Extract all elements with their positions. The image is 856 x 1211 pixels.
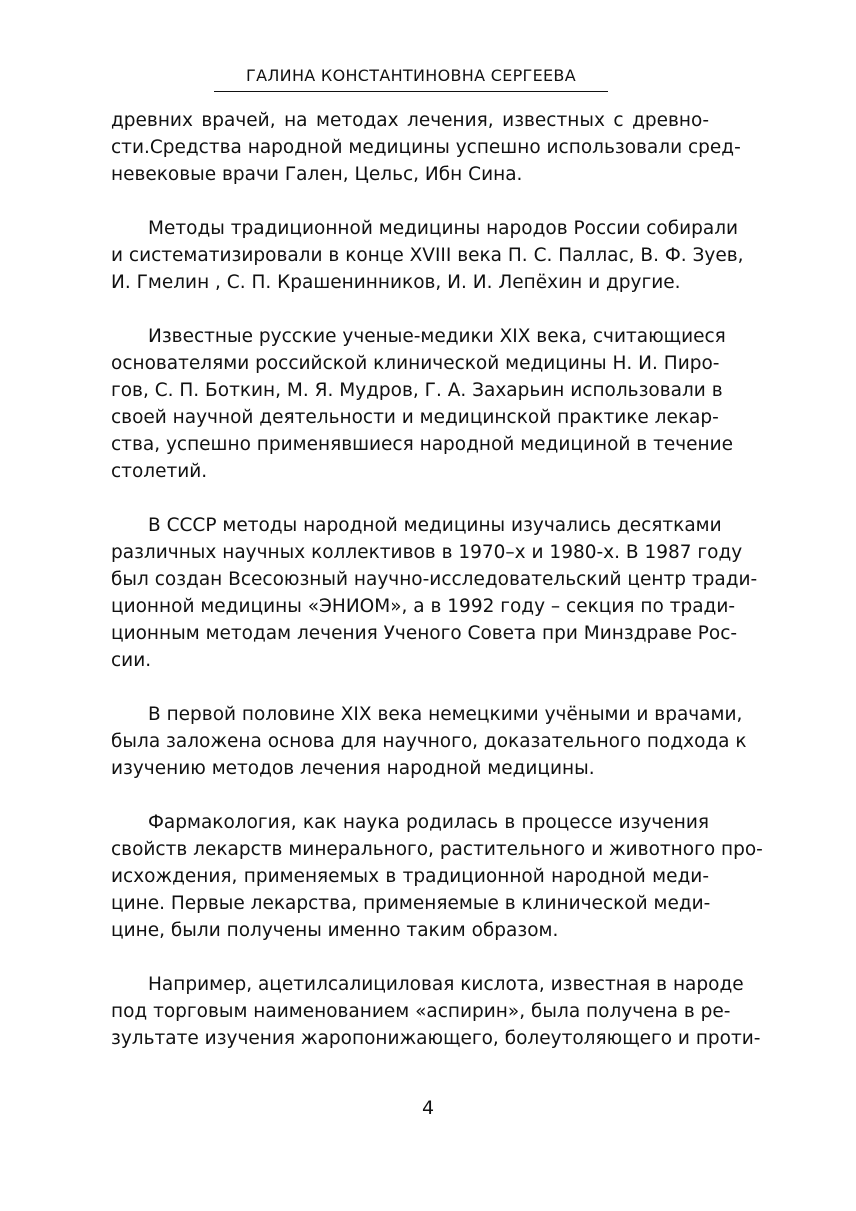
page-number: 4 [421, 1097, 435, 1119]
text-line: зультате изучения жаропонижающего, болеутоляющего и проти- [111, 1028, 761, 1049]
text-line: сии. [111, 650, 152, 671]
text-line: невековые врачи Гален, Цельс, Ибн Сина. [111, 164, 523, 185]
paragraph-3 [111, 323, 734, 485]
text-line: И. Гмелин , С. П. Крашенинников, И. И. Лепёхин и другие. [111, 272, 681, 293]
text-line: гов, С. П. Боткин, М. Я. Мудров, Г. А. Захарьин использовали в [111, 380, 723, 401]
paragraph-1 [111, 107, 741, 188]
text-line: был создан Всесоюзный научно-исследовательский центр тради- [111, 569, 758, 590]
running-header: ГАЛИНА КОНСТАНТИНОВНА СЕРГЕЕВА [246, 66, 576, 85]
text-line: цине. Первые лекарства, применяемые в клинической меди- [111, 893, 711, 914]
text-line: цине, были получены именно таким образом. [111, 920, 559, 941]
text-line: ства, успешно применявшиеся народной медициной в течение [111, 434, 734, 455]
header-rule [214, 91, 608, 92]
paragraph-7 [111, 971, 761, 1052]
text-line: под торговым наименованием «аспирин», была получена в ре- [111, 1001, 731, 1022]
text-line: своей научной деятельности и медицинской практике лекар- [111, 407, 719, 428]
text-line: сти.Средства народной медицины успешно использовали сред- [111, 137, 741, 158]
text-line: изучению методов лечения народной медицины. [111, 758, 595, 779]
body-text [111, 107, 763, 1052]
text-line: столетий. [111, 461, 208, 482]
paragraph-6 [111, 809, 763, 944]
text-line: Фармакология, как наука родилась в процессе изучения [148, 812, 709, 833]
text-line: В СССР методы народной медицины изучались десятками [148, 515, 722, 536]
text-line: ционной медицины «ЭНИОМ», а в 1992 году – секция по тради- [111, 596, 736, 617]
text-line: и систематизировали в конце XVIII века П. С. Паллас, В. Ф. Зуев, [111, 245, 744, 266]
paragraph-2 [111, 215, 744, 296]
paragraph-5 [111, 701, 747, 782]
paragraph-4 [111, 512, 758, 674]
text-line: была заложена основа для научного, доказательного подхода к [111, 731, 747, 752]
text-line: Например, ацетилсалициловая кислота, известная в народе [148, 974, 744, 995]
text-line: В первой половине XIX века немецкими учёными и врачами, [148, 704, 743, 725]
text-line: Методы традиционной медицины народов России собирали [148, 218, 739, 239]
text-line: свойств лекарств минерального, растительного и животного про- [111, 839, 763, 860]
text-line: древних врачей, на методах лечения, известных с древно- [111, 110, 709, 131]
text-line: различных научных коллективов в 1970–х и 1980-х. В 1987 году [111, 542, 743, 563]
text-line: основателями российской клинической медицины Н. И. Пиро- [111, 353, 720, 374]
text-line: исхождения, применяемых в традиционной народной меди- [111, 866, 709, 887]
text-line: ционным методам лечения Ученого Совета при Минздраве Рос- [111, 623, 738, 644]
text-line: Известные русские ученые-медики XIX века, считающиеся [148, 326, 726, 347]
